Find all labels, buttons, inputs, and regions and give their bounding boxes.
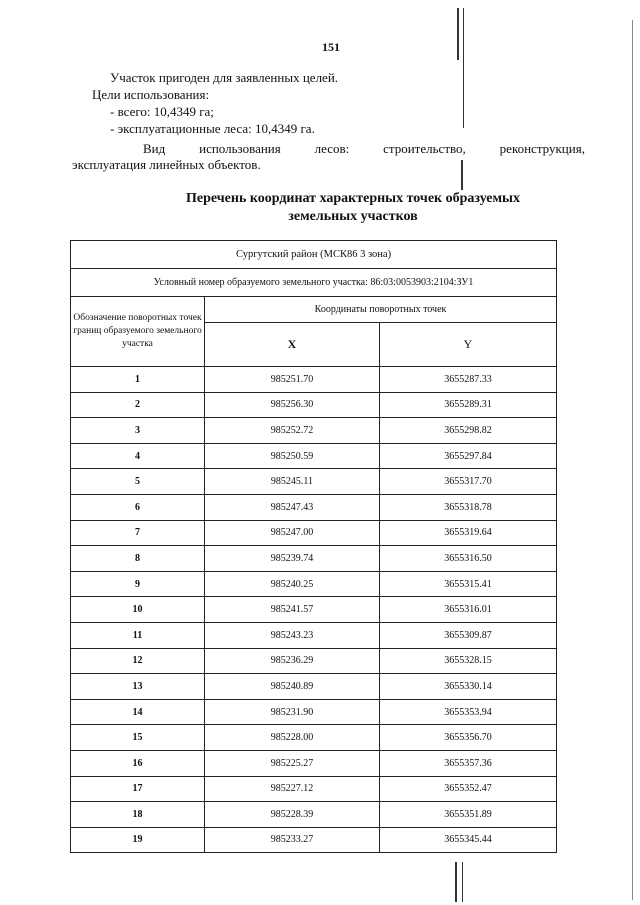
- scan-margin-line: [455, 862, 457, 902]
- point-number-cell: 3: [71, 418, 205, 444]
- table-row: [71, 571, 557, 597]
- word: лесов:: [314, 141, 350, 156]
- point-number-cell: 1: [71, 367, 205, 393]
- x-coordinate-cell: 985247.00: [205, 520, 380, 546]
- table-row: [71, 674, 557, 700]
- point-number-cell: 18: [71, 802, 205, 828]
- x-coordinate-cell: 985227.12: [205, 776, 380, 802]
- point-number-cell: 7: [71, 520, 205, 546]
- section-title-line1: Перечень координат характерных точек образуемых: [186, 191, 520, 206]
- paragraph-use-type: [143, 141, 585, 157]
- point-number-cell: 11: [71, 622, 205, 648]
- table-row: [71, 776, 557, 802]
- y-coordinate-cell: 3655328.15: [380, 648, 557, 674]
- table-row: [71, 622, 557, 648]
- y-coordinate-cell: 3655345.44: [380, 827, 557, 853]
- word: реконструкция,: [499, 141, 585, 156]
- paragraph-exploitation: - эксплуатационные леса: 10,4349 га.: [110, 121, 315, 136]
- section-title-line2: земельных участков: [288, 209, 418, 224]
- table-row: [71, 750, 557, 776]
- y-coordinate-cell: 3655319.64: [380, 520, 557, 546]
- table-row: [71, 699, 557, 725]
- point-number-cell: 9: [71, 571, 205, 597]
- y-coordinate-cell: 3655353.94: [380, 699, 557, 725]
- scan-margin-line: [461, 160, 463, 190]
- point-number-cell: 5: [71, 469, 205, 495]
- page-number: 151: [322, 40, 340, 54]
- x-coordinate-cell: 985245.11: [205, 469, 380, 495]
- table-row: [71, 520, 557, 546]
- y-coordinate-cell: 3655356.70: [380, 725, 557, 751]
- point-number-cell: 15: [71, 725, 205, 751]
- scan-margin-line: [463, 8, 464, 128]
- x-coordinate-cell: 985256.30: [205, 392, 380, 418]
- paragraph-use-type-cont: эксплуатация линейных объектов.: [72, 157, 261, 172]
- point-number-cell: 4: [71, 443, 205, 469]
- point-designation-header: Обозначение поворотных точек границ образуемого земельного участка: [71, 297, 205, 367]
- y-coordinate-cell: 3655317.70: [380, 469, 557, 495]
- y-coordinate-cell: 3655315.41: [380, 571, 557, 597]
- x-coordinate-cell: 985247.43: [205, 494, 380, 520]
- point-number-cell: 19: [71, 827, 205, 853]
- point-number-cell: 8: [71, 546, 205, 572]
- y-coordinate-cell: 3655357.36: [380, 750, 557, 776]
- paragraph-total: - всего: 10,4349 га;: [110, 104, 214, 119]
- y-coordinate-cell: 3655297.84: [380, 443, 557, 469]
- x-coordinate-cell: 985225.27: [205, 750, 380, 776]
- x-coordinate-cell: 985231.90: [205, 699, 380, 725]
- table-row: [71, 802, 557, 828]
- point-number-cell: 12: [71, 648, 205, 674]
- x-coordinate-cell: 985228.00: [205, 725, 380, 751]
- table-row: [71, 546, 557, 572]
- point-number-cell: 10: [71, 597, 205, 623]
- scan-edge-line: [632, 20, 633, 900]
- scan-margin-line: [457, 8, 459, 60]
- table-row: [71, 597, 557, 623]
- word: строительство,: [383, 141, 466, 156]
- point-number-cell: 2: [71, 392, 205, 418]
- table-row: [71, 494, 557, 520]
- word: использования: [199, 141, 281, 156]
- y-coordinate-cell: 3655330.14: [380, 674, 557, 700]
- point-number-cell: 13: [71, 674, 205, 700]
- region-cell: Сургутский район (МСК86 3 зона): [71, 241, 557, 269]
- x-coordinate-cell: 985240.89: [205, 674, 380, 700]
- x-coordinate-cell: 985243.23: [205, 622, 380, 648]
- y-coordinate-cell: 3655287.33: [380, 367, 557, 393]
- x-coordinate-cell: 985239.74: [205, 546, 380, 572]
- y-coordinate-cell: 3655316.50: [380, 546, 557, 572]
- y-coordinate-cell: 3655298.82: [380, 418, 557, 444]
- x-coordinate-cell: 985240.25: [205, 571, 380, 597]
- points-body: [71, 367, 557, 853]
- cadastral-number-cell: Условный номер образуемого земельного участка: 86:03:0053903:2104:ЗУ1: [71, 269, 557, 297]
- table-row: [71, 443, 557, 469]
- point-number-cell: 14: [71, 699, 205, 725]
- table-row: [71, 392, 557, 418]
- table-row: [71, 469, 557, 495]
- word: Вид: [143, 141, 166, 156]
- point-number-cell: 17: [71, 776, 205, 802]
- table-row: [71, 648, 557, 674]
- point-number-cell: 16: [71, 750, 205, 776]
- table-row: [71, 367, 557, 393]
- table-row: [71, 725, 557, 751]
- x-coordinate-cell: 985251.70: [205, 367, 380, 393]
- point-number-cell: 6: [71, 494, 205, 520]
- y-coordinate-cell: 3655316.01: [380, 597, 557, 623]
- x-coordinate-cell: 985233.27: [205, 827, 380, 853]
- y-header: Y: [380, 323, 557, 367]
- y-coordinate-cell: 3655318.78: [380, 494, 557, 520]
- x-coordinate-cell: 985250.59: [205, 443, 380, 469]
- x-coordinate-cell: 985228.39: [205, 802, 380, 828]
- section-title: [120, 190, 586, 226]
- y-coordinate-cell: 3655289.31: [380, 392, 557, 418]
- y-coordinate-cell: 3655351.89: [380, 802, 557, 828]
- scan-margin-line: [462, 862, 463, 902]
- y-coordinate-cell: 3655352.47: [380, 776, 557, 802]
- coordinates-header: Координаты поворотных точек: [205, 297, 557, 323]
- x-coordinate-cell: 985241.57: [205, 597, 380, 623]
- x-coordinate-cell: 985236.29: [205, 648, 380, 674]
- y-coordinate-cell: 3655309.87: [380, 622, 557, 648]
- coordinates-table: [70, 240, 557, 853]
- x-header: X: [205, 323, 380, 367]
- table-row: [71, 418, 557, 444]
- paragraph-suitability: Участок пригоден для заявленных целей.: [110, 70, 339, 85]
- table-row: [71, 827, 557, 853]
- x-coordinate-cell: 985252.72: [205, 418, 380, 444]
- paragraph-purpose: Цели использования:: [92, 87, 210, 102]
